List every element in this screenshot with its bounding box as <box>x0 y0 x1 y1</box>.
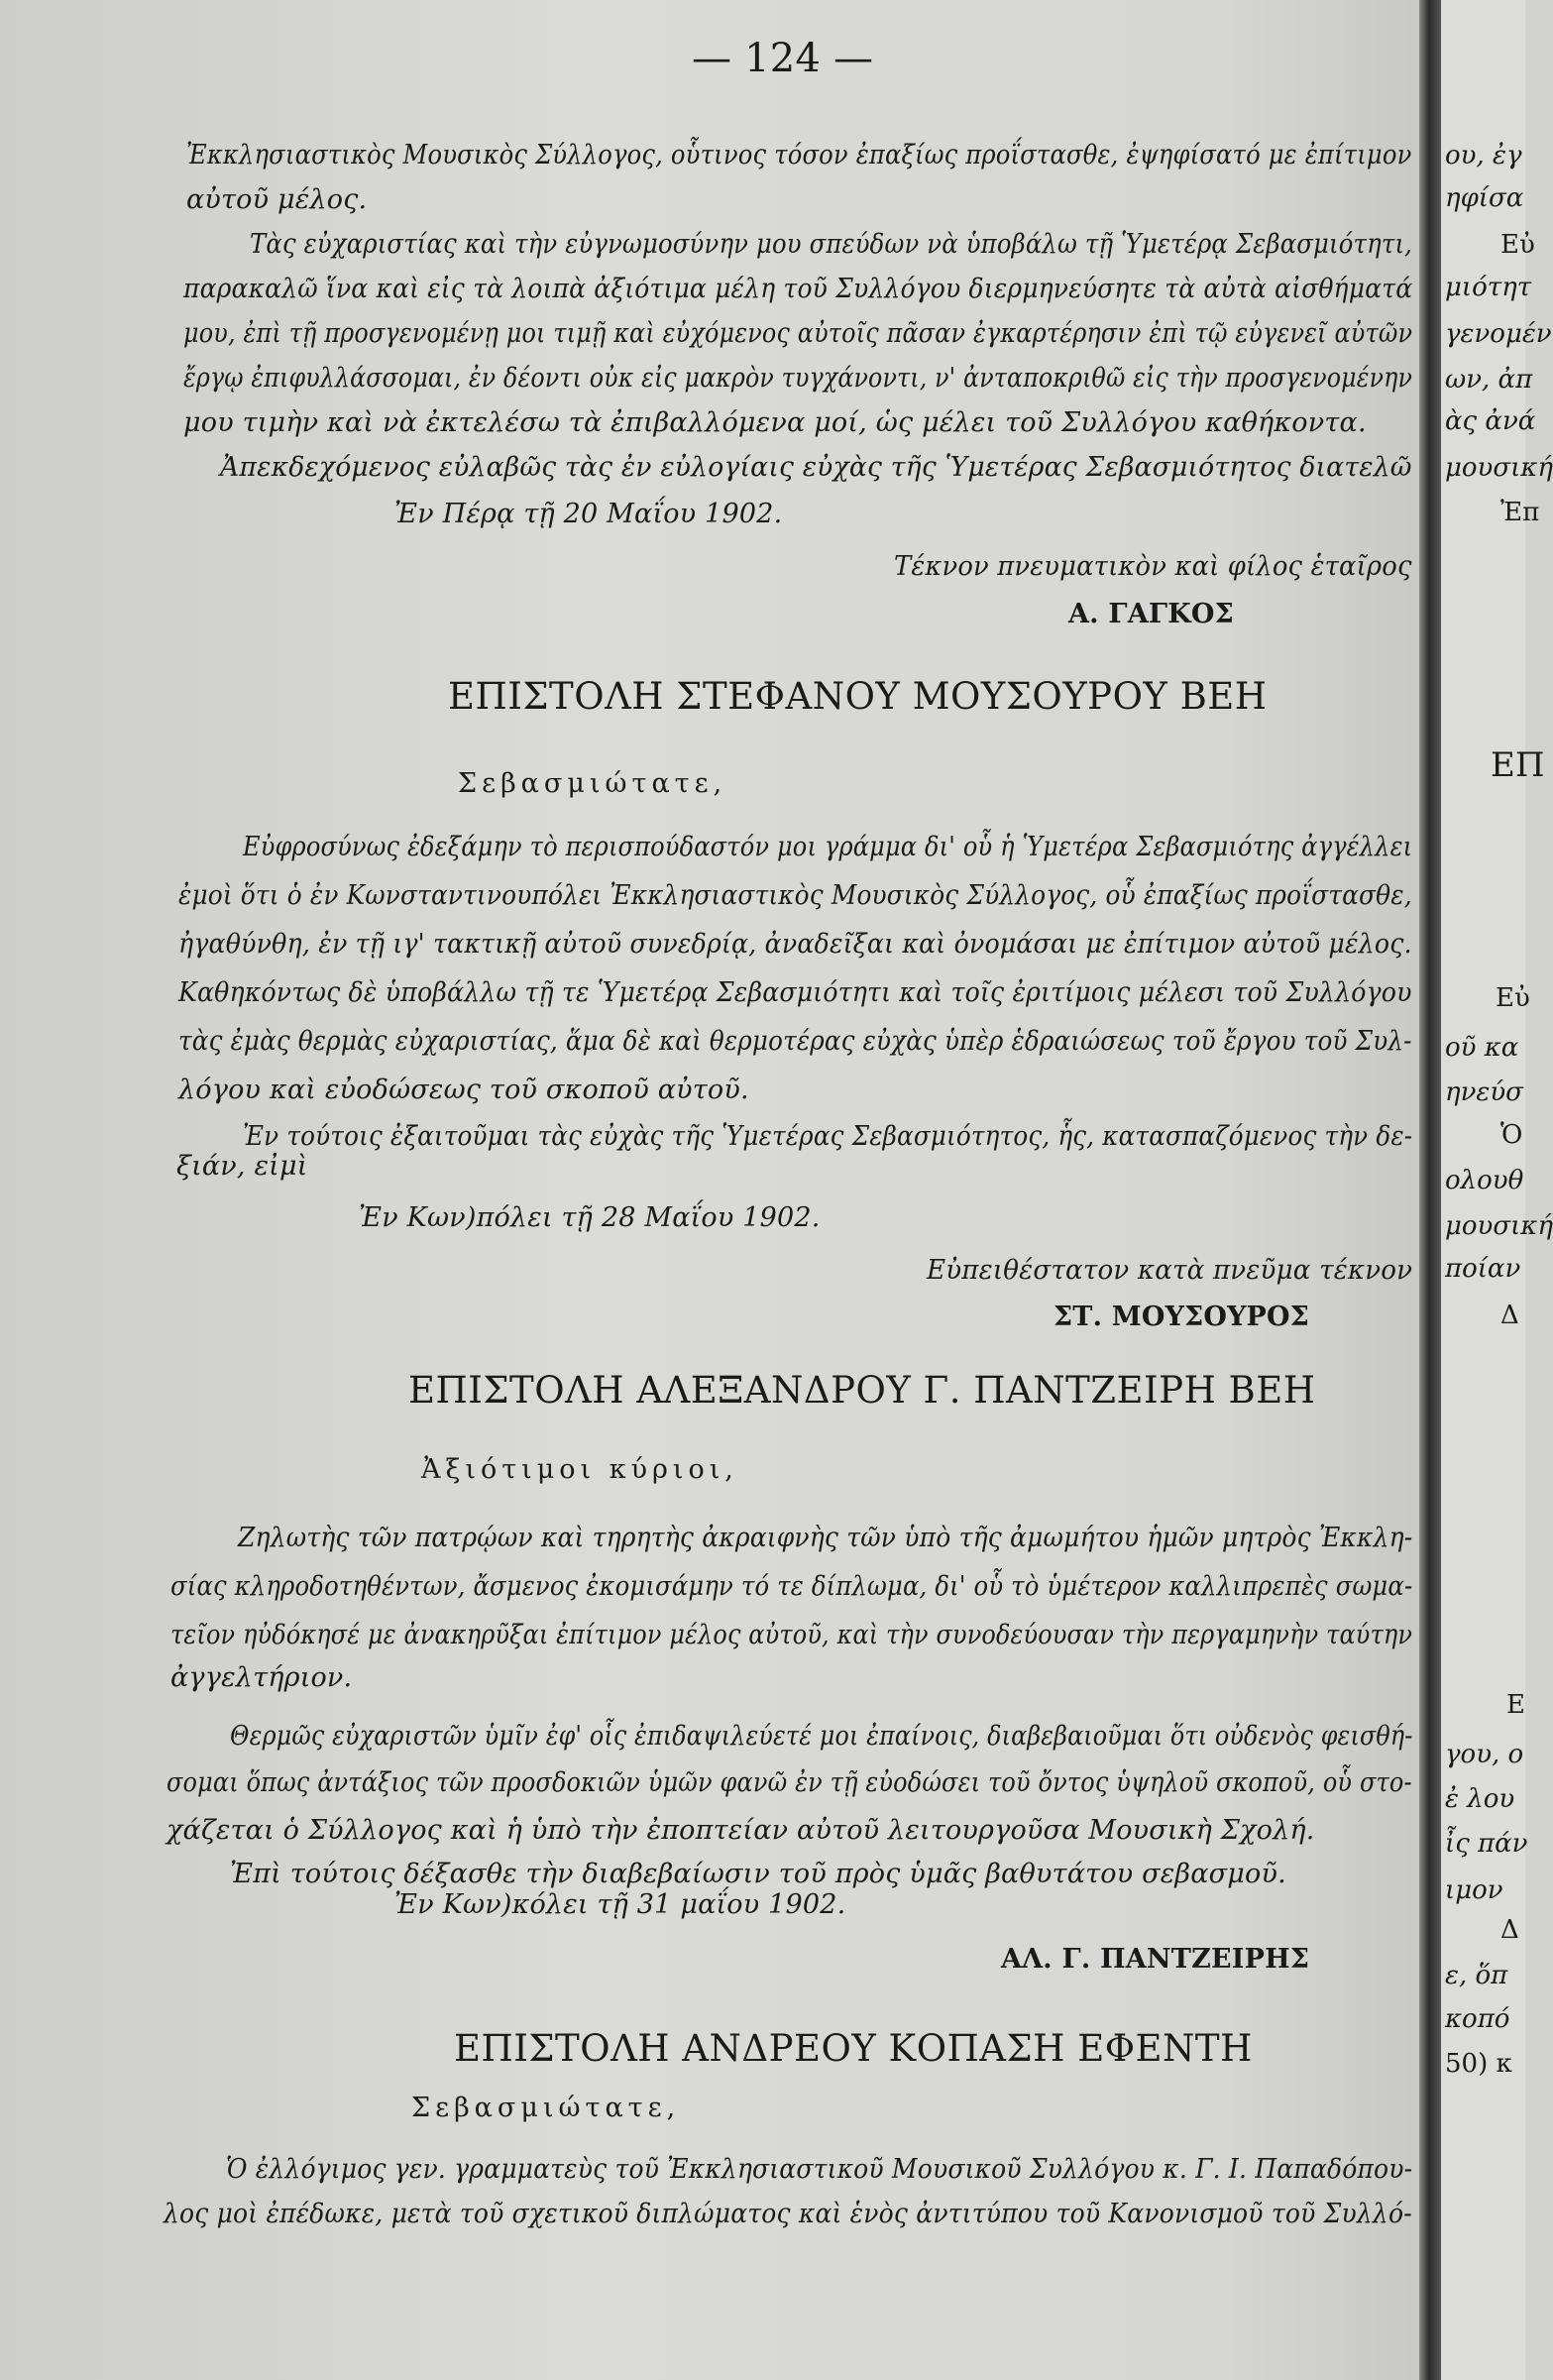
fragment-text: οῦ κα <box>1445 1033 1519 1063</box>
fragment-text: ἶς πάν <box>1445 1829 1528 1859</box>
fragment-text: γου, ο <box>1445 1740 1524 1769</box>
text-line: σομαι ὅπως ἀντάξιος τῶν προσδοκιῶν ὑμῶν φανῶ ἐν τῇ εὐοδώσει τοῦ ὄντος ὑψηλοῦ σκοποῦ, οὗ στο- <box>166 1767 1412 1798</box>
text-line: Καθηκόντως δὲ ὑποβάλλω τῇ τε Ὑμετέρᾳ Σεβασμιότητι καὶ τοῖς ἐριτίμοις μέλεσι τοῦ Συλλόγου <box>178 977 1412 1008</box>
text-line: Τὰς εὐχαριστίας καὶ τὴν εὐγνωμοσύνην μου σπεύδων νὰ ὑποβάλω τῇ Ὑμετέρᾳ Σεβασμιότητι, <box>250 229 1413 260</box>
text-line: χάζεται ὁ Σύλλογος καὶ ἡ ὑπὸ τὴν ἐποπτείαν αὐτοῦ λειτουργοῦσα Μουσικὴ Σχολή. <box>166 1815 1315 1846</box>
fragment-text: Ὁ <box>1500 1120 1523 1150</box>
salutation: Σεβασμιώτατε, <box>458 768 727 799</box>
letter-title: ΕΠΙΣΤΟΛΗ ΑΛΕΞΑΝΔΡΟΥ Γ. ΠΑΝΤΖΕΙΡΗ ΒΕΗ <box>408 1369 1316 1412</box>
fragment-text: μουσική <box>1445 453 1553 483</box>
fragment-text: ου, ἐγ <box>1445 141 1522 170</box>
closing-line: Τέκνον πνευματικὸν καὶ φίλος ἑταῖρος <box>894 551 1412 582</box>
text-line: Ἀπεκδεχόμενος εὐλαβῶς τὰς ἐν εὐλογίαις εὐχὰς τῆς Ὑμετέρας Σεβασμιότητος διατελῶ <box>220 452 1412 483</box>
closing-line: Εὐπειθέστατον κατὰ πνεῦμα τέκνον <box>927 1255 1413 1286</box>
fragment-text: ὰς ἀνά <box>1445 406 1536 436</box>
fragment-text: Δ <box>1500 1915 1519 1945</box>
text-line: αὐτοῦ μέλος. <box>186 184 368 215</box>
fragment-text: Ἐπ <box>1500 498 1540 527</box>
signature: ΣΤ. ΜΟΥΣΟΥΡΟΣ <box>1054 1302 1310 1332</box>
fragment-text: ἐ λου <box>1445 1784 1515 1814</box>
fragment-text: γενομέν <box>1445 319 1552 349</box>
signature: ΑΛ. Γ. ΠΑΝΤΖΕΙΡΗΣ <box>1001 1944 1310 1975</box>
text-line: Θερμῶς εὐχαριστῶν ὑμῖν ἐφ' οἷς ἐπιδαψιλεύετέ μοι ἐπαίνοις, διαβεβαιοῦμαι ὅτι οὐδενὸς φεισθή- <box>230 1721 1413 1752</box>
salutation: Ἀξιότιμοι κύριοι, <box>421 1454 738 1485</box>
fragment-text: ολουθ <box>1445 1166 1524 1195</box>
book-gutter-shadow <box>1419 0 1441 2380</box>
fragment-text: Ε <box>1506 1690 1525 1720</box>
text-line: ξιάν, εἰμὶ <box>176 1151 308 1182</box>
fragment-text: Δ <box>1500 1301 1519 1330</box>
text-line: λόγου καὶ εὐοδώσεως τοῦ σκοποῦ αὐτοῦ. <box>178 1075 749 1105</box>
fragment-text: Εὐ <box>1500 230 1535 260</box>
page-number: — 124 — <box>692 36 874 81</box>
fragment-text: μιότητ <box>1445 273 1532 302</box>
text-line: Ἐκκλησιαστικὸς Μουσικὸς Σύλλογος, οὗτινος τόσον ἐπαξίως προΐστασθε, ἐψηφίσατό με ἐπίτιμον <box>186 140 1412 170</box>
text-line: Ἐν τούτοις ἐξαιτοῦμαι τὰς εὐχὰς τῆς Ὑμετέρας Σεβασμιότητος, ἧς, κατασπαζόμενος τὴν δε- <box>243 1121 1413 1152</box>
fragment-text: ιμον <box>1445 1875 1503 1905</box>
date-line: Ἐν Πέρᾳ τῇ 20 Μαΐου 1902. <box>394 499 783 529</box>
fragment-text: ων, ἀπ <box>1445 365 1533 395</box>
fragment-text: ΕΠ <box>1491 745 1545 785</box>
text-line: ἐμοὶ ὅτι ὁ ἐν Κωνσταντινουπόλει Ἐκκλησιαστικὸς Μουσικὸς Σύλλογος, οὗ ἐπαξίως προΐστασθε, <box>178 880 1412 911</box>
salutation: Σεβασμιώτατε, <box>411 2093 681 2123</box>
facing-page-fragment <box>1441 0 1553 2380</box>
text-line: παρακαλῶ ἵνα καὶ εἰς τὰ λοιπὰ ἀξιότιμα μέλη τοῦ Συλλόγου διερμηνεύσητε τὰ αὐτὰ αἰσθήματά <box>183 274 1413 304</box>
text-line: μου, ἐπὶ τῇ προσγενομένῃ μοι τιμῇ καὶ εὐχόμενος αὐτοῖς πᾶσαν ἐγκαρτέρησιν ἐπὶ τῷ εὐγενεῖ αὐτῶν <box>183 318 1413 349</box>
fragment-text: ποίαν <box>1445 1254 1521 1284</box>
text-line: σίας κληροδοτηθέντων, ἄσμενος ἐκομισάμην τό τε δίπλωμα, δι' οὗ τὸ ὑμέτερον καλλιπρεπὲς σωμα- <box>170 1571 1413 1602</box>
date-line: Ἐν Κων)κόλει τῇ 31 μαΐου 1902. <box>394 1889 846 1920</box>
text-line: ἔργῳ ἐπιφυλλάσσομαι, ἐν δέοντι οὐκ εἰς μακρὸν τυγχάνοντι, ν' ἀνταποκριθῶ εἰς τὴν προσγενομένην <box>183 363 1413 394</box>
text-line: ἀγγελτήριον. <box>170 1662 353 1693</box>
fragment-text: 50) κ <box>1445 2049 1512 2079</box>
fragment-text: μουσική <box>1445 1211 1553 1241</box>
text-line: μου τιμὴν καὶ νὰ ἐκτελέσω τὰ ἐπιβαλλόμενα μοί, ὡς μέλει τοῦ Συλλόγου καθήκοντα. <box>183 407 1367 438</box>
fragment-text: ε, ὅπ <box>1445 1961 1508 1990</box>
text-line: Ἐπὶ τούτοις δέξασθε τὴν διαβεβαίωσιν τοῦ πρὸς ὑμᾶς βαθυτάτου σεβασμοῦ. <box>230 1859 1286 1889</box>
text-line: Εὐφροσύνως ἐδεξάμην τὸ περισπούδαστόν μοι γράμμα δι' οὗ ἡ Ὑμετέρα Σεβασμιότης ἀγγέλλει <box>243 832 1413 862</box>
text-line: λος μοὶ ἐπέδωκε, μετὰ τοῦ σχετικοῦ διπλώματος καὶ ἑνὸς ἀντιτύπου τοῦ Κανονισμοῦ τοῦ Συλλό- <box>164 2199 1412 2229</box>
text-line: τεῖον ηὐδόκησέ με ἀνακηρῦξαι ἐπίτιμον μέλος αὐτοῦ, καὶ τὴν συνοδεύουσαν τὴν περγαμηνὴν ταύτην <box>170 1620 1413 1650</box>
fragment-text: ηφίσα <box>1445 183 1524 213</box>
fragment-text: ηνεύσ <box>1445 1077 1523 1107</box>
text-line: Ὁ ἐλλόγιμος γεν. γραμματεὺς τοῦ Ἐκκλησιαστικοῦ Μουσικοῦ Συλλόγου κ. Γ. Ι. Παπαδόπου- <box>226 2154 1413 2185</box>
letter-title: ΕΠΙΣΤΟΛΗ ΣΤΕΦΑΝΟΥ ΜΟΥΣΟΥΡΟΥ ΒΕΗ <box>448 675 1268 718</box>
letter-title: ΕΠΙΣΤΟΛΗ ΑΝΔΡΕΟΥ ΚΟΠΑΣΗ ΕΦΕΝΤΗ <box>454 2027 1253 2070</box>
text-line: Ζηλωτὴς τῶν πατρῴων καὶ τηρητὴς ἀκραιφνὴς τῶν ὑπὸ τῆς ἀμωμήτου ἡμῶν μητρὸς Ἐκκλη- <box>238 1523 1413 1553</box>
signature: Α. ΓΑΓΚΟΣ <box>1068 599 1234 629</box>
fragment-text: κοπό <box>1445 2004 1510 2034</box>
fragment-text: Εὐ <box>1496 983 1530 1013</box>
date-line: Ἐν Κων)πόλει τῇ 28 Μαΐου 1902. <box>359 1202 821 1233</box>
text-line: τὰς ἐμὰς θερμὰς εὐχαριστίας, ἅμα δὲ καὶ θερμοτέρας εὐχὰς ὑπὲρ ἑδραιώσεως τοῦ ἔργου τοῦ Συλ- <box>178 1026 1412 1057</box>
text-line: ἠγαθύνθη, ἐν τῇ ιγ' τακτικῇ αὐτοῦ συνεδρίᾳ, ἀναδεῖξαι καὶ ὀνομάσαι με ἐπίτιμον αὐτοῦ μέλος. <box>178 929 1412 960</box>
